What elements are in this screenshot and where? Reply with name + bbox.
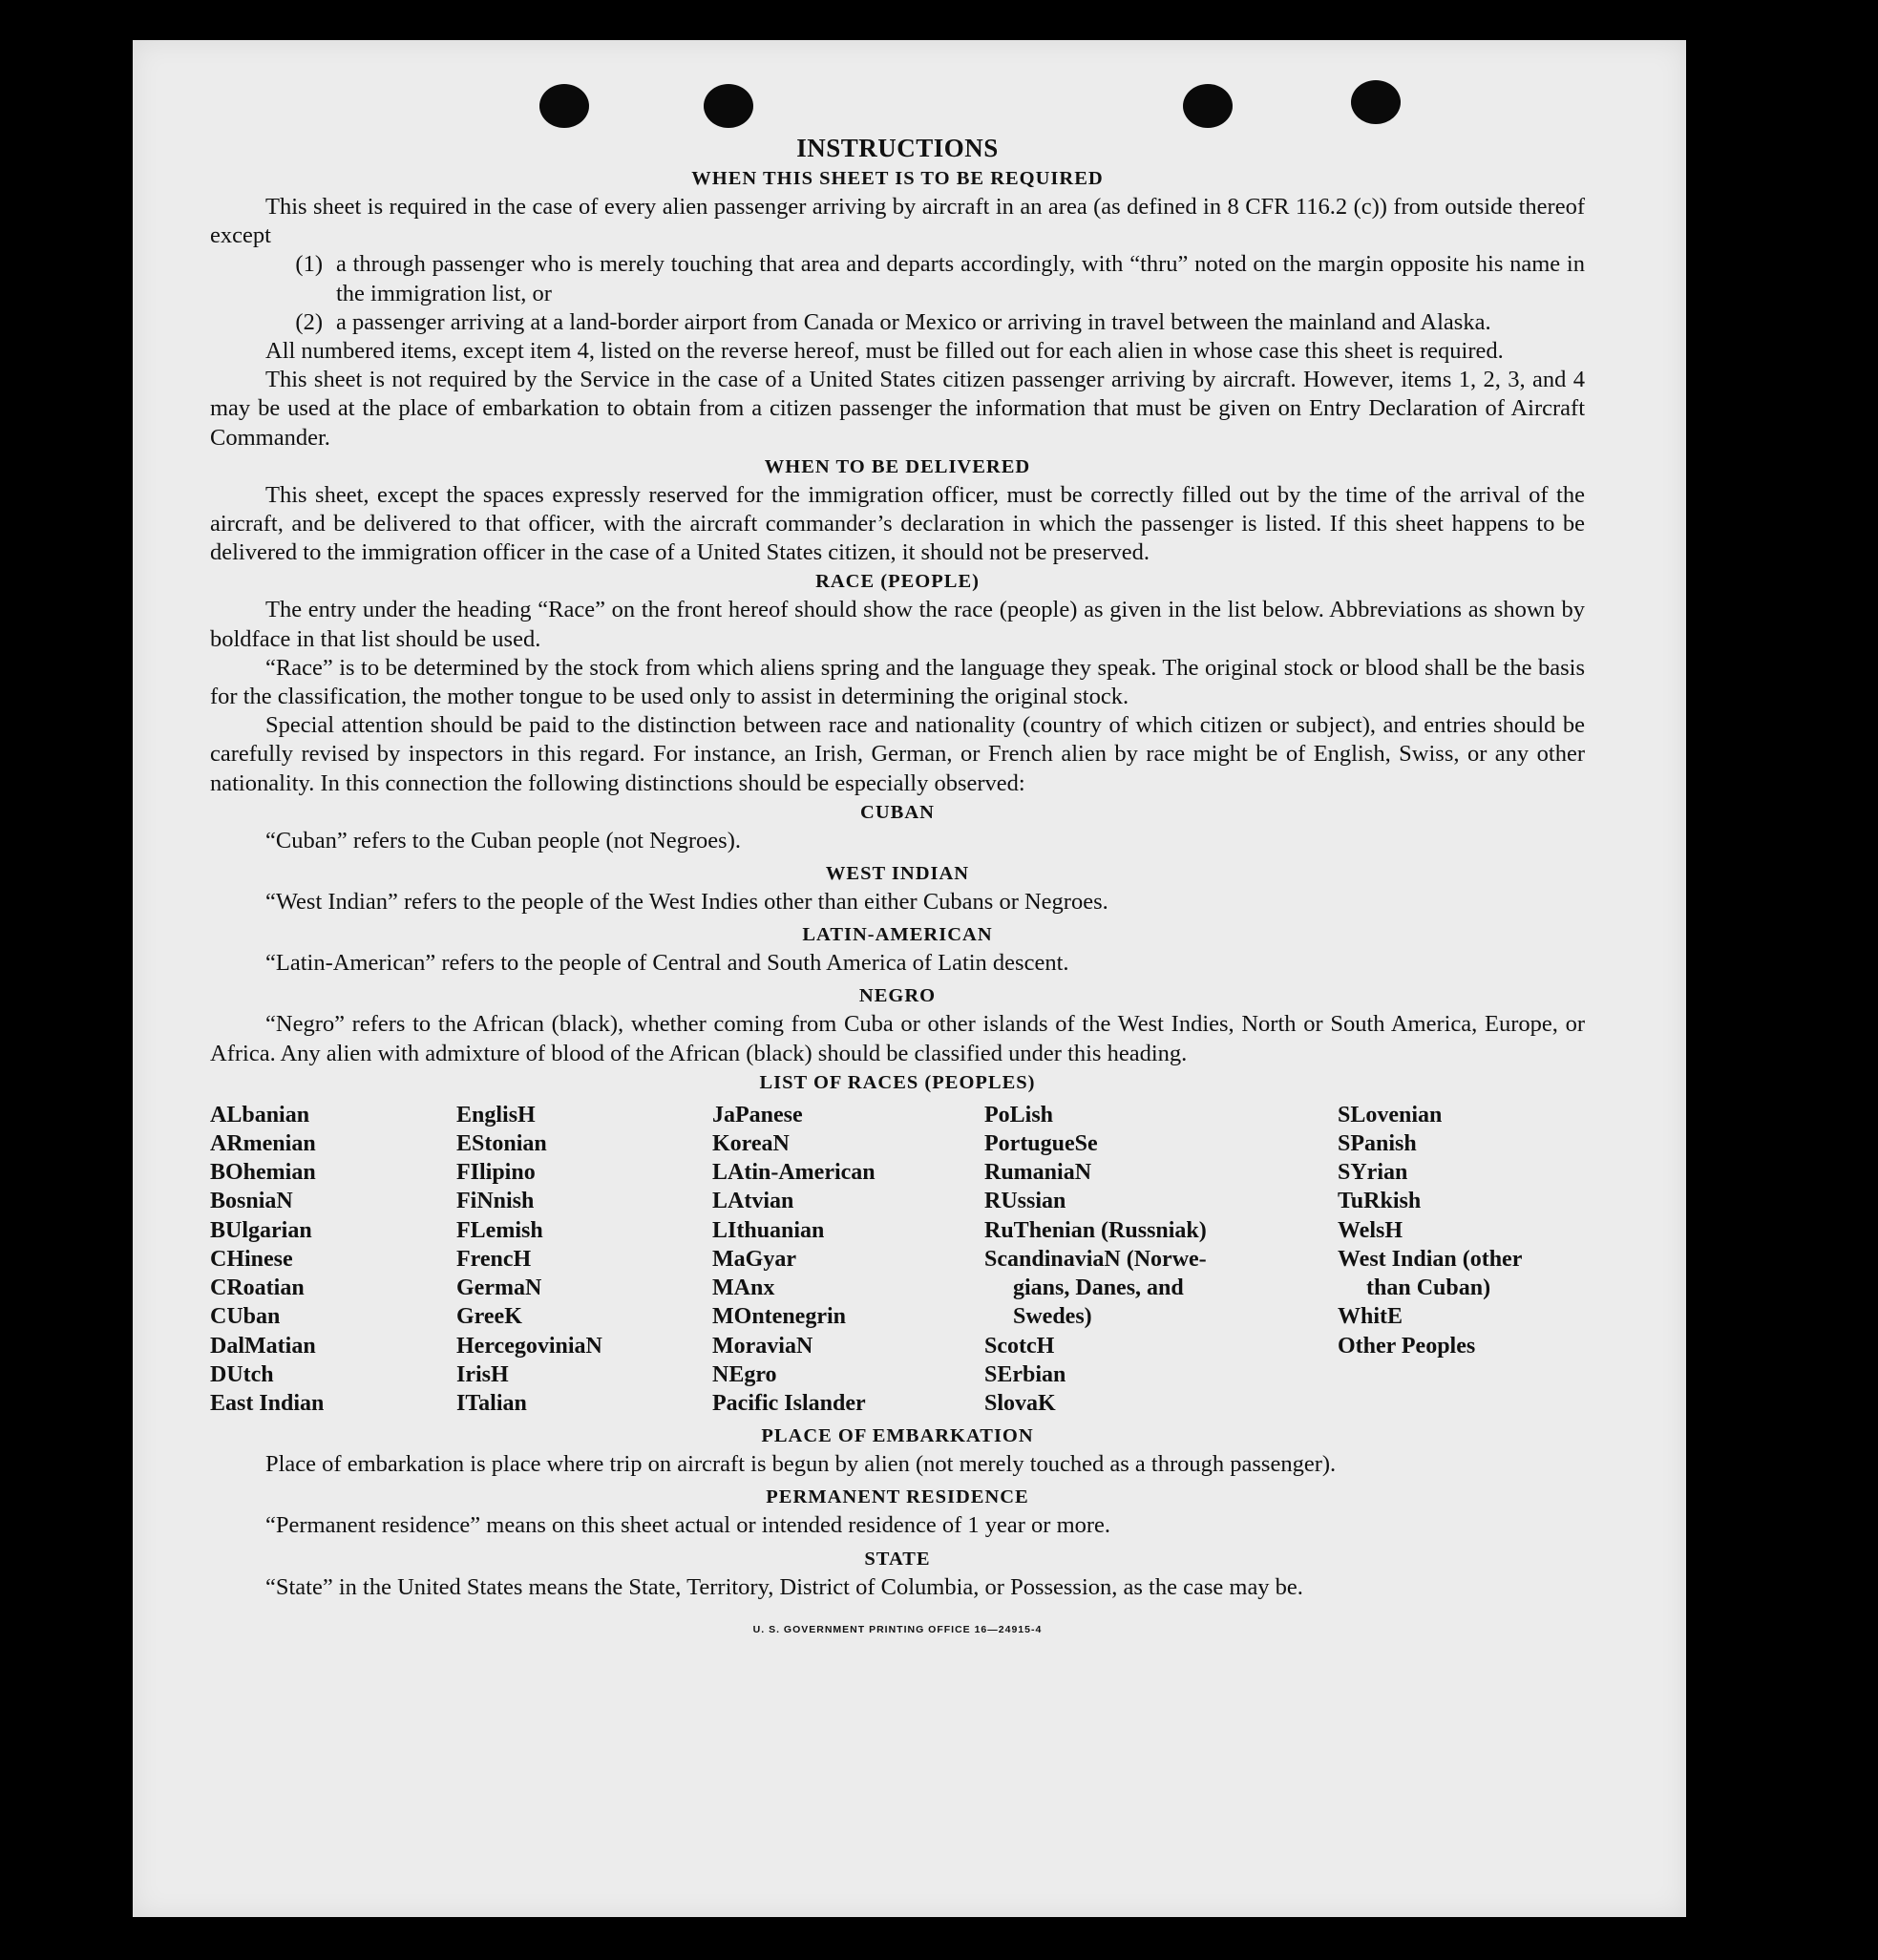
paragraph: The entry under the heading “Race” on the front hereof should show the race (people) as given in the list below. Abbreviations as shown by boldface in that list should be used. (210, 597, 1585, 652)
race-entry: BUlgarian (210, 1217, 312, 1243)
race-entry: SErbian (984, 1361, 1066, 1387)
race-entry: NEgro (712, 1361, 777, 1387)
paragraph: All numbered items, except item 4, listed on the reverse hereof, must be filled out for each alien in whose case this sheet is required. (265, 338, 1504, 365)
item-text: a passenger arriving at a land-border airport from Canada or Mexico or arriving in travel between the mainland and Alaska. (336, 308, 1491, 335)
paragraph: “West Indian” refers to the people of the West Indies other than either Cubans or Negroes. (265, 889, 1108, 916)
paragraph: This sheet is not required by the Service in the case of a United States citizen passenger arriving by aircraft. However, items 1, 2, 3, and 4 may be used at the place of embarkation to obtain from a citizen passenger the information that must be given on Entry Declaration of Aircraft Commander. (210, 367, 1585, 451)
page-title: INSTRUCTIONS (796, 134, 999, 162)
race-entry: GreeK (456, 1304, 522, 1330)
race-entry: CUban (210, 1304, 281, 1330)
race-entry: IrisH (456, 1361, 509, 1387)
section-heading: NEGRO (858, 985, 937, 1007)
item-number: (2) (295, 308, 323, 335)
race-entry: ScandinaviaN (Norwe- (984, 1246, 1207, 1272)
race-entry: JaPanese (712, 1102, 803, 1128)
race-entry: PoLish (984, 1102, 1054, 1128)
paragraph: Special attention should be paid to the distinction between race and nationality (country of which citizen or subject), and entries should be carefully revised by inspectors in this regard. For instance, an Irish, German, or French alien by race might be of English, Swiss, or any other nationality. In this connection the following distinctions should be especially observed: (210, 712, 1585, 796)
race-entry: BosniaN (210, 1189, 293, 1214)
race-entry: LIthuanian (712, 1217, 825, 1243)
race-entry: gians, Danes, and (1013, 1275, 1184, 1301)
paragraph: “Negro” refers to the African (black), whether coming from Cuba or other islands of the West Indies, North or South America, Europe, or Africa. Any alien with admixture of blood of the African (black) should be classified under this heading. (210, 1011, 1585, 1066)
paragraph: Place of embarkation is place where trip on aircraft is begun by alien (not merely touched as a through passenger). (265, 1451, 1337, 1478)
race-entry: CHinese (210, 1246, 293, 1272)
section-heading: CUBAN (860, 801, 935, 823)
race-entry: CRoatian (210, 1275, 305, 1301)
section-heading: WHEN THIS SHEET IS TO BE REQUIRED (691, 168, 1104, 189)
race-column (712, 1101, 984, 1418)
section-heading: STATE (864, 1548, 931, 1570)
race-entry: SlovaK (984, 1390, 1056, 1416)
race-entry: SPanish (1338, 1131, 1417, 1157)
race-entry: Swedes) (1013, 1304, 1092, 1330)
race-entry: BOhemian (210, 1160, 316, 1186)
race-column (984, 1101, 1338, 1418)
race-entry: West Indian (other (1338, 1246, 1523, 1272)
race-entry: Other Peoples (1338, 1333, 1476, 1359)
race-entry: MAnx (712, 1275, 775, 1301)
paragraph: “Permanent residence” means on this sheet actual or intended residence of 1 year or more. (265, 1512, 1111, 1539)
paragraph: “Cuban” refers to the Cuban people (not Negroes). (265, 827, 741, 854)
printer-imprint: U. S. GOVERNMENT PRINTING OFFICE 16—24915-4 (752, 1623, 1043, 1635)
document-body (210, 132, 1585, 1644)
paragraph: “Race” is to be determined by the stock from which aliens spring and the language they speak. The original stock or blood shall be the basis for the classification, the mother tongue to be used only to assist in determining the original stock. (210, 654, 1585, 710)
race-column (1338, 1101, 1585, 1418)
race-entry: ARmenian (210, 1131, 316, 1157)
section-heading: RACE (PEOPLE) (815, 571, 980, 593)
race-entry: MOntenegrin (712, 1304, 846, 1330)
punch-hole (1351, 80, 1401, 124)
section-heading: LATIN-AMERICAN (802, 924, 993, 946)
punch-hole (1183, 84, 1233, 128)
race-entry: ITalian (456, 1390, 527, 1416)
race-entry: DUtch (210, 1361, 274, 1387)
race-entry: WhitE (1338, 1304, 1403, 1330)
race-entry: RuThenian (Russniak) (984, 1217, 1207, 1243)
item-text: a through passenger who is merely touching that area and departs accordingly, with “thru” noted on the margin opposite his name in the immigration list, or (336, 251, 1585, 306)
race-entry: FIlipino (456, 1160, 536, 1186)
item-number: (1) (295, 251, 323, 278)
race-entry: Pacific Islander (712, 1390, 866, 1416)
race-entry: FiNnish (456, 1189, 535, 1214)
race-entry: WelsH (1338, 1217, 1403, 1243)
race-entry: LAtvian (712, 1189, 794, 1214)
paragraph: This sheet is required in the case of every alien passenger arriving by aircraft in an area (as defined in 8 CFR 116.2 (c)) from outside thereof except (210, 194, 1585, 249)
paragraph: “State” in the United States means the State, Territory, District of Columbia, or Possession, as the case may be. (265, 1573, 1303, 1600)
race-entry: MaGyar (712, 1246, 796, 1272)
section-heading: LIST OF RACES (PEOPLES) (759, 1071, 1036, 1093)
race-entry: East Indian (210, 1390, 325, 1416)
race-entry: SYrian (1338, 1160, 1408, 1186)
race-entry: EnglisH (456, 1102, 536, 1128)
race-column (210, 1101, 456, 1418)
race-column (456, 1101, 712, 1418)
race-entry: PortugueSe (984, 1131, 1098, 1157)
race-entry: KoreaN (712, 1131, 790, 1157)
list-item (210, 250, 1585, 307)
paragraph: “Latin-American” refers to the people of Central and South America of Latin descent. (265, 950, 1069, 977)
race-entry: TuRkish (1338, 1189, 1422, 1214)
punch-hole (539, 84, 589, 128)
race-entry: FrencH (456, 1246, 532, 1272)
section-heading: PLACE OF EMBARKATION (761, 1425, 1034, 1447)
race-entry: than Cuban) (1366, 1275, 1491, 1301)
race-entry: MoraviaN (712, 1333, 813, 1359)
section-heading: WEST INDIAN (825, 863, 970, 885)
race-entry: ALbanian (210, 1102, 310, 1128)
list-item (210, 308, 1585, 337)
race-entry: FLemish (456, 1217, 543, 1243)
section-heading: PERMANENT RESIDENCE (766, 1486, 1029, 1508)
paragraph: This sheet, except the spaces expressly reserved for the immigration officer, must be correctly filled out by the time of the arrival of the aircraft, and be delivered to that officer, with the aircraft commander’s declaration in which the passenger is listed. If this sheet happens to be delivered to the immigration officer in the case of a United States citizen, it should not be preserved. (210, 481, 1585, 566)
race-list (210, 1101, 1585, 1418)
race-entry: LAtin-American (712, 1160, 876, 1186)
race-entry: RUssian (984, 1189, 1066, 1214)
punch-hole (704, 84, 753, 128)
section-heading: WHEN TO BE DELIVERED (764, 455, 1031, 477)
race-entry: GermaN (456, 1275, 542, 1301)
race-entry: HercegoviniaN (456, 1333, 602, 1359)
race-entry: RumaniaN (984, 1160, 1092, 1186)
race-entry: SLovenian (1338, 1102, 1443, 1128)
race-entry: DalMatian (210, 1333, 316, 1359)
race-entry: ScotcH (984, 1333, 1055, 1359)
race-entry: EStonian (456, 1131, 547, 1157)
